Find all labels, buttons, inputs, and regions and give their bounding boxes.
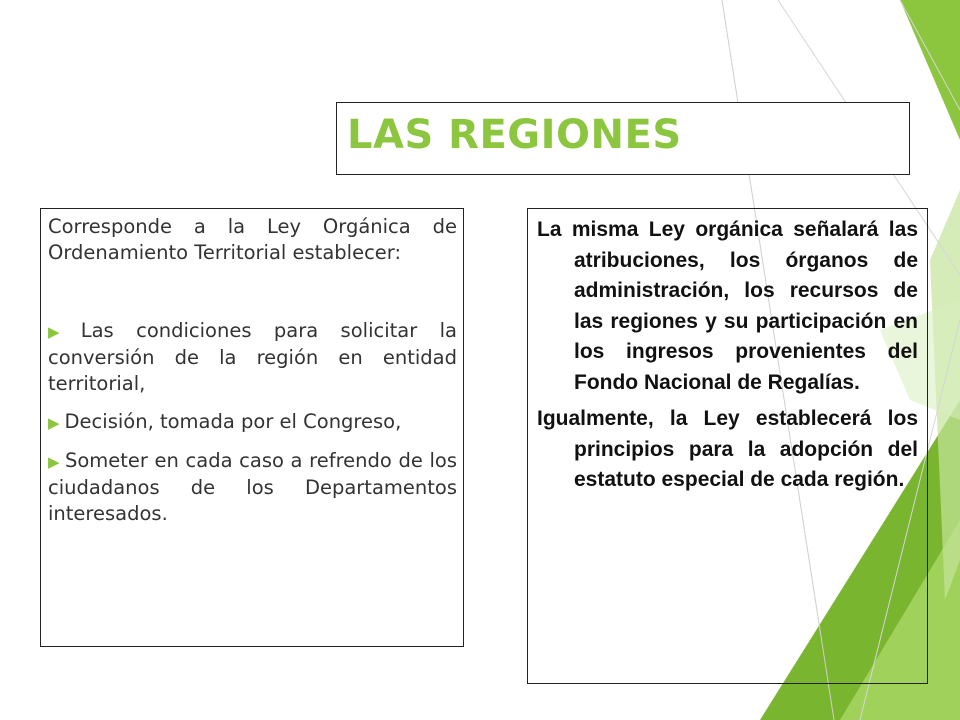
bullet-item — [48, 448, 457, 527]
title-box — [336, 102, 910, 175]
bullet-text: Decisión, tomada por el Congreso, — [64, 410, 402, 433]
slide-title: LAS REGIONES — [347, 112, 682, 158]
arrow-bullet-icon: ▶ — [48, 453, 60, 471]
left-text-box — [40, 208, 464, 647]
bullet-item — [48, 318, 457, 397]
right-paragraph: Igualmente, la Ley establecerá los principios para la adopción del estatuto especial de cada región. — [537, 407, 918, 491]
right-paragraph: La misma Ley orgánica señalará las atribuciones, los órganos de administración, los recursos de las regiones y su participación en los ingresos provenientes del Fondo Nacional de Regalías. — [537, 218, 918, 394]
arrow-bullet-icon: ▶ — [48, 414, 60, 432]
left-intro-text: Corresponde a la Ley Orgánica de Ordenamiento Territorial establecer: — [48, 215, 457, 264]
arrow-bullet-icon: ▶ — [48, 323, 76, 341]
right-text-box — [527, 208, 928, 684]
bullet-item — [48, 409, 457, 436]
bullet-text: Someter en cada caso a refrendo de los ciudadanos de los Departamentos interesados. — [48, 449, 457, 525]
bullet-text: Las condiciones para solicitar la conversión de la región en entidad territorial, — [48, 319, 457, 395]
